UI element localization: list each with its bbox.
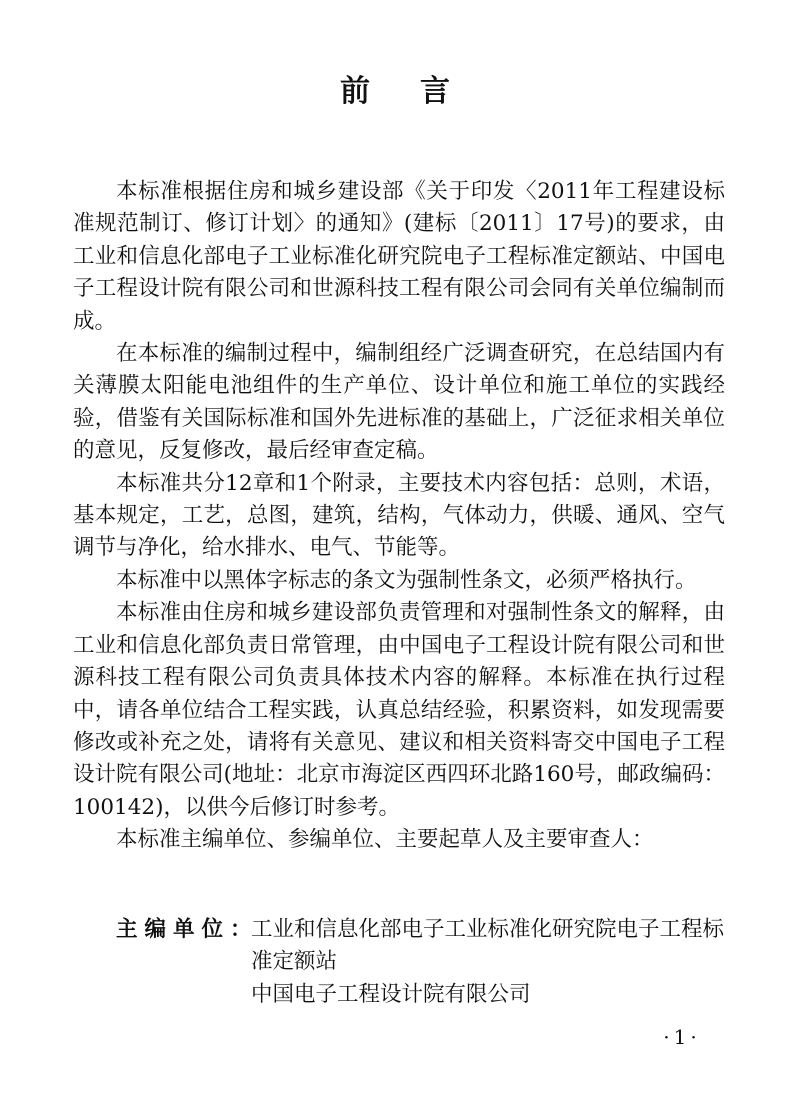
chief-editor-label: 主编单位： [116, 917, 259, 942]
chief-editor-block [116, 914, 736, 1011]
paragraph-contents: 本标准共分12章和1个附录，主要技术内容包括：总则，术语，基本规定，工艺，总图，建筑，结构，气体动力，供暖、通风、空气调节与净化，给水排水、电气、节能等。 [73, 470, 725, 561]
paragraph-process: 在本标准的编制过程中，编制组经广泛调查研究，在总结国内有关薄膜太阳能电池组件的生产单位、设计单位和施工单位的实践经验，借鉴有关国际标准和国外先进标准的基础上，广泛征求相关单位的意见，反复修改，最后经审查定稿。 [73, 341, 725, 464]
paragraph-origin: 本标准根据住房和城乡建设部《关于印发〈2011年工程建设标准规范制订、修订计划〉的通知》(建标〔2011〕17号)的要求，由工业和信息化部电子工业标准化研究院电子工程标准定额站、中国电子工程设计院有限公司和世源科技工程有限公司会同有关单位编制而成。 [73, 179, 725, 334]
chief-editor-entry: 中国电子工程设计院有限公司 [251, 981, 531, 1007]
chief-editor-entries [251, 914, 731, 1011]
preface-body [73, 176, 725, 857]
chief-editor-entry: 工业和信息化部电子工业标准化研究院电子工程标准定额站 [251, 917, 725, 975]
page-title: 前言 [340, 74, 500, 109]
chief-editor-row [116, 914, 736, 1011]
paragraph-units-intro: 本标准主编单位、参编单位、主要起草人及主要审查人： [116, 827, 654, 853]
page-number: ·1· [663, 1025, 701, 1049]
paragraph-mandatory: 本标准中以黑体字标志的条文为强制性条文，必须严格执行。 [116, 567, 697, 593]
paragraph-management: 本标准由住房和城乡建设部负责管理和对强制性条文的解释，由工业和信息化部负责日常管理，由中国电子工程设计院有限公司和世源科技工程有限公司负责具体技术内容的解释。本标准在执行过程中，请各单位结合工程实践，认真总结经验，积累资料，如发现需要修改或补充之处，请将有关意见、建议和相关资料寄交中国电子工程设计院有限公司(地址：北京市海淀区西四环北路160号，邮政编码：100142)，以供今后修订时参考。 [73, 600, 725, 820]
